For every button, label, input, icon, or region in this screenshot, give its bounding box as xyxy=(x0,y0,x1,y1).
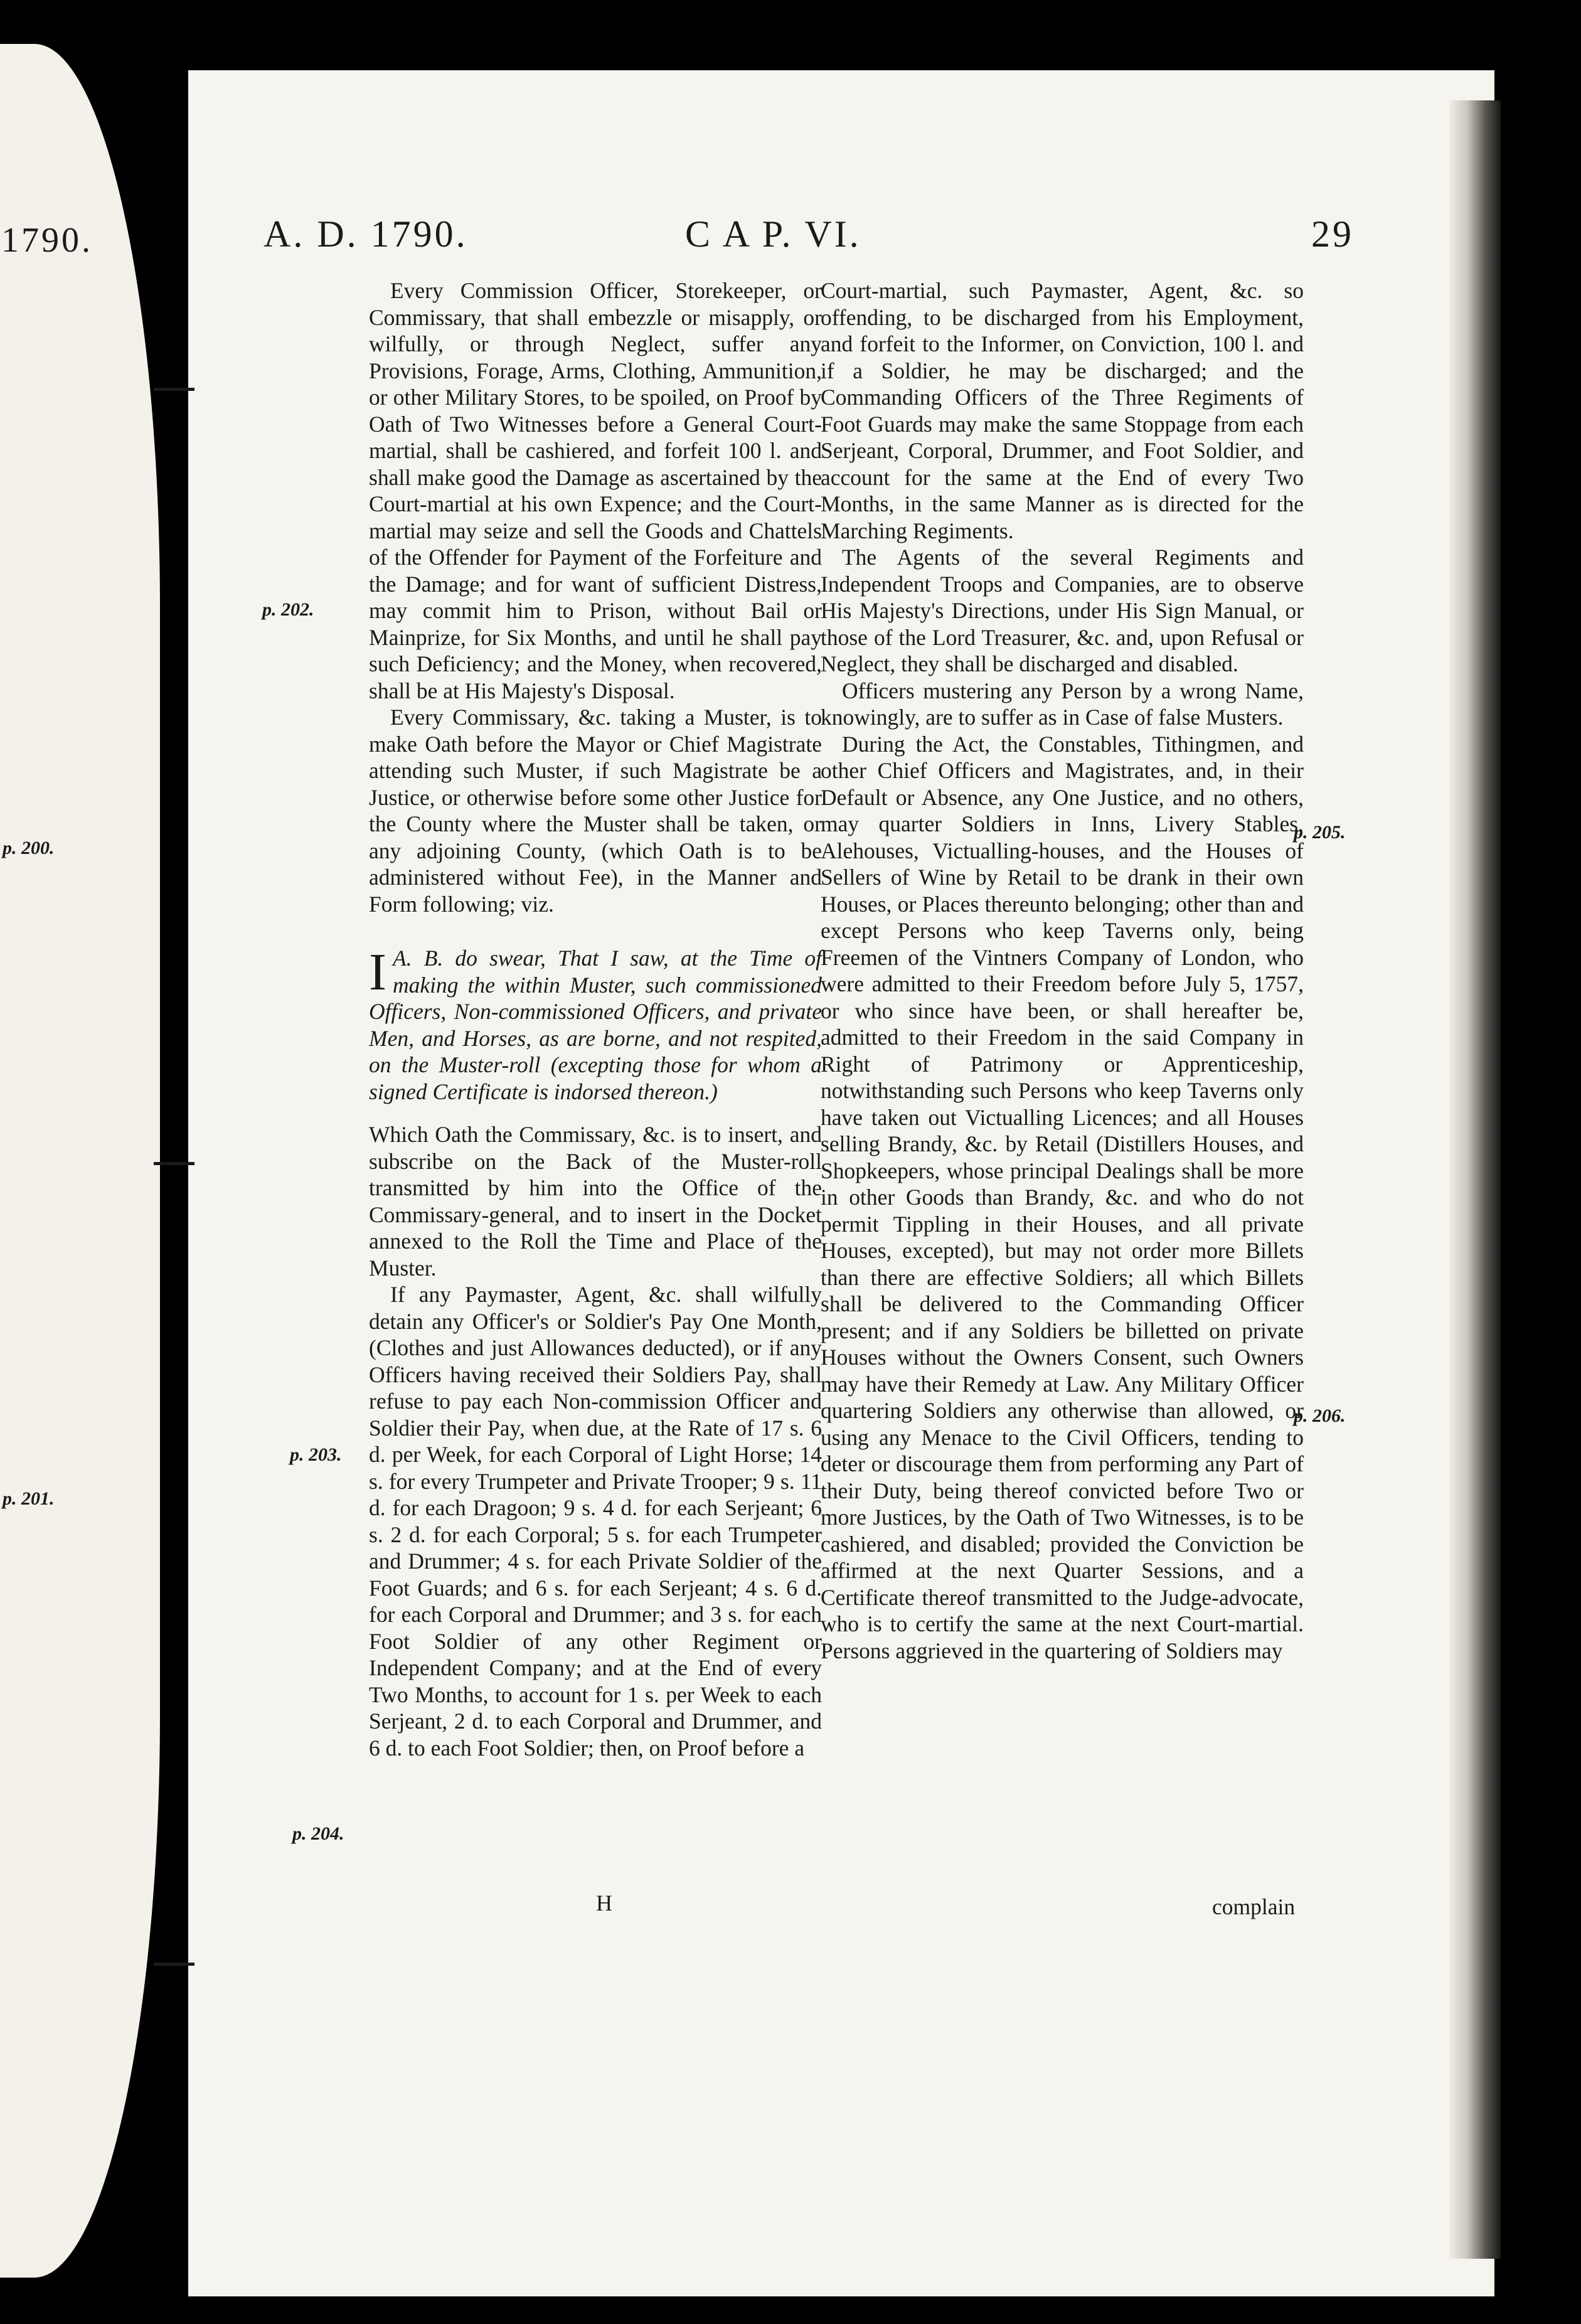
margin-note-p202: p. 202. xyxy=(262,599,314,620)
margin-note-prev-p200: p. 200. xyxy=(3,838,55,858)
previous-page-number: 1790. xyxy=(1,221,93,260)
signature-mark: H xyxy=(596,1890,612,1916)
paragraph-oath-insert: Which Oath the Commissary, &c. is to insert, and subscribe on the Back of the Muster-roll transmitted by him into the Office of the Commissary-general, and to insert in the Docket annexed to the Roll the Time and Place of the Muster. xyxy=(369,1122,822,1281)
margin-note-p204: p. 204. xyxy=(292,1823,344,1844)
previous-page-edge xyxy=(0,44,160,2278)
sewing-thread-mark xyxy=(154,1963,194,1966)
catchword: complain xyxy=(1212,1894,1296,1919)
sewing-thread-mark xyxy=(154,1162,194,1165)
left-text-column xyxy=(369,277,822,1761)
paragraph-quartering: During the Act, the Constables, Tithingmen, and other Chief Officers and Magistrates, and, in their Default or Absence, any One Justice, and no others, may quarter Soldiers in Inns, Livery Stables, Alehouses, Victualling-houses, and the Houses of Sellers of Wine by Retail to be drank in their own Houses, or Places thereunto belonging; other than and except Persons who keep Taverns only, being Freemen of the Vintners Company of London, who were admitted to their Freedom before July 5, 1757, or who since have been, or shall hereafter be, admitted to their Freedom in the said Company in Right of Patrimony or Apprenticeship, notwithstanding such Persons who keep Taverns only have taken out Victualling Licences; and all Houses selling Brandy, &c. by Retail (Distillers Houses, and Shopkeepers, whose principal Dealings shall be more in other Goods than Brandy, &c. and who do not permit Tippling in their Houses, and all private Houses, excepted), but may not order more Billets than there are effective Soldiers; all which Billets shall be delivered to the Commanding Officer present; and if any Soldiers be billetted on private Houses without the Owners Consent, such Owners may have their Remedy at Law. Any Military Officer quartering Soldiers any otherwise than allowed, or using any Menace to the Civil Officers, tending to deter or discourage them from performing any Part of their Duty, being thereof convicted before Two or more Justices, by the Oath of Two Witnesses, is to be cashiered, and disabled; provided the Conviction be affirmed at the next Quarter Sessions, and a Certificate thereof transmitted to the Judge-advocate, who is to certify the same at the next Court-martial. Persons aggrieved in the quartering of Soldiers may xyxy=(821,731,1304,1663)
sewing-thread-mark xyxy=(154,388,194,391)
chapter-heading: C A P. VI. xyxy=(685,213,861,255)
paragraph-commissary-muster: Every Commissary, &c. taking a Muster, is to make Oath before the Mayor or Chief Magistrate attending such Muster, if such Magistrate be a Justice, or otherwise before some other Justice for the County where the Muster shall be taken, or any adjoining County, (which Oath is to be administered without Fee), in the Manner and Form following; viz. xyxy=(369,705,822,917)
paragraph-agents: The Agents of the several Regiments and Independent Troops and Companies, are to observe His Majesty's Directions, under His Sign Manual, or those of the Lord Treasurer, &c. and, upon Refusal or Neglect, they shall be discharged and disabled. xyxy=(821,545,1304,676)
oath-formula xyxy=(369,945,822,1105)
paragraph-false-musters: Officers mustering any Person by a wrong Name, knowingly, are to suffer as in Case of false Musters. xyxy=(821,678,1304,730)
oath-text: A. B. do swear, That I saw, at the Time of making the within Muster, such commissioned Officers, Non-commissioned Officers, and private Men, and Horses, as are borne, and not respited, on the Muster-roll (excepting those for whom a signed Certificate is indorsed thereon.) xyxy=(369,946,822,1104)
paragraph-paymaster: If any Paymaster, Agent, &c. shall wilfully detain any Officer's or Soldier's Pay One Month, (Clothes and just Allowances deducted), or if any Officers having received their Soldiers Pay, shall refuse to pay each Non-commission Officer and Soldier their Pay, when due, at the Rate of 17 s. 6 d. per Week, for each Corporal of Light Horse; 14 s. for every Trumpeter and Private Trooper; 9 s. 11 d. for each Dragoon; 9 s. 4 d. for each Serjeant; 6 s. 2 d. for each Corporal; 5 s. for each Trumpeter and Drummer; 4 s. for each Private Soldier of the Foot Guards; and 6 s. for each Serjeant; 4 s. 6 d. for each Corporal and Drummer; and 3 s. for each Foot Soldier of any other Regiment or Independent Company; and at the End of every Two Months, to account for 1 s. per Week to each Serjeant, 2 d. to each Corporal and Drummer, and 6 d. to each Foot Soldier; then, on Proof before a xyxy=(369,1282,822,1761)
right-text-column xyxy=(821,277,1304,1664)
margin-note-p205: p. 205. xyxy=(1294,822,1346,843)
margin-note-prev-p201: p. 201. xyxy=(3,1488,55,1509)
margin-note-p203: p. 203. xyxy=(290,1444,342,1465)
page-number: 29 xyxy=(1311,213,1354,255)
margin-note-p206: p. 206. xyxy=(1294,1405,1346,1426)
drop-cap: I xyxy=(369,943,386,1001)
book-spine-shadow xyxy=(1449,100,1501,2259)
running-head-date: A. D. 1790. xyxy=(264,213,468,255)
paragraph-embezzlement: Every Commission Officer, Storekeeper, or Commissary, that shall embezzle or misapply, or wilfully, or through Neglect, suffer any Provisions, Forage, Arms, Clothing, Ammunition, or other Military Stores, to be spoiled, on Proof by Oath of Two Witnesses before a General Court-martial, shall be cashiered, and forfeit 100 l. and shall make good the Damage as ascertained by the Court-martial at his own Expence; and the Court-martial may seize and sell the Goods and Chattels of the Offender for Payment of the Forfeiture and the Damage; and for want of sufficient Distress, may commit him to Prison, without Bail or Mainprize, for Six Months, and until he shall pay such Deficiency; and the Money, when recovered, shall be at His Majesty's Disposal. xyxy=(369,278,822,703)
paragraph-court-martial: Court-martial, such Paymaster, Agent, &c. so offending, to be discharged from his Employment, and forfeit to the Informer, on Conviction, 100 l. and if a Soldier, he may be discharged; and the Commanding Officers of the Three Regiments of Foot Guards may make the same Stoppage from each Serjeant, Corporal, Drummer, and Foot Soldier, and account for the same at the End of every Two Months, in the same Manner as is directed for the Marching Regiments. xyxy=(821,278,1304,543)
